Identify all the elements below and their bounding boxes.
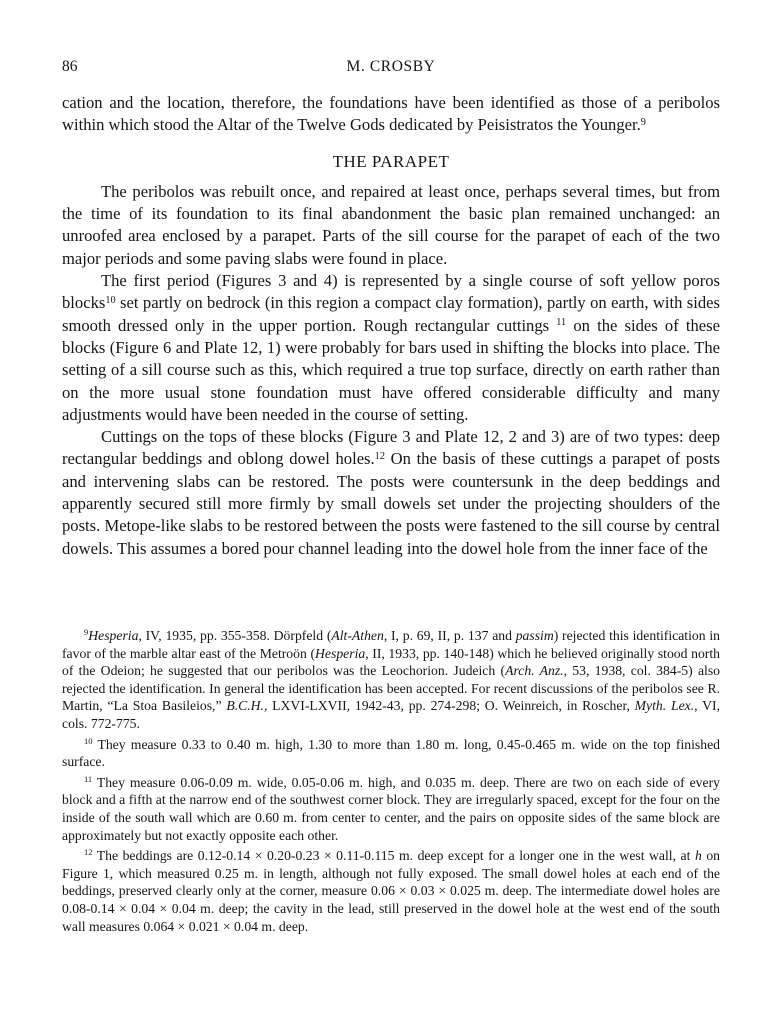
paragraph-first-period: The first period (Figures 3 and 4) is represented by a single course of soft yellow poros blocks$^{10}$ set partly on bedrock (in this region a compact clay formation), partly on earth, with sides smooth dressed only in the upper portion. Rough rectangular cuttings $^{11}$ on the sides of these blocks (Figure 6 and Plate 12, 1) were probably for bars used in shifting the blocks into place. The setting of a sill course such as this, which required a true top surface, directly on earth rather than on the more usual stone foundation must have offered considerable difficulty and many adjustments would have been needed in the course of setting. [62, 271, 720, 424]
footnote-9: $^9$Hesperia, IV, 1935, pp. 355-358. Dörpfeld (Alt-Athen, I, p. 69, II, p. 137 and passim) rejected this identification in favor of the marble altar east of the Metroön (Hesperia, II, 1933, pp. 140-148) which he believed originally stood north of the Odeion; he suggested that our peribolos was the Leochorion. Judeich (Arch. Anz., 53, 1938, col. 384-5) also rejected the identification. In general the identification has been accepted. For recent discussions of the peribolos see R. Martin, “La Stoa Basileios,” B.C.H., LXVI-LXVII, 1942-43, pp. 274-298; O. Weinreich, in Roscher, Myth. Lex., VI, cols. 772-775. [62, 627, 720, 731]
paragraph-cuttings: Cuttings on the tops of these blocks (Figure 3 and Plate 12, 2 and 3) are of two types: deep rectangular beddings and oblong dowel holes.$^{12}$ On the basis of these cuttings a parapet of posts and intervening slabs can be restored. The posts were countersunk in the deep beddings and apparently secured still more firmly by small dowels set under the projecting shoulders of the posts. Metope-like slabs to be restored between the posts were fastened to the sill course by central dowels. This assumes a bored pour channel leading into the dowel hole from the inner face of the [62, 427, 720, 558]
footnote-ref-12[interactable]: 12 [374, 450, 385, 462]
footnote-ref-10[interactable]: 10 [105, 294, 116, 306]
paragraph-continuation: cation and the location, therefore, the foundations have been identified as those of a peribolos within which stood the Altar of the Twelve Gods dedicated by Peisistratos the Younger.$^9$ [62, 93, 720, 135]
footnote-10: $^{10}$ They measure 0.33 to 0.40 m. high, 1.30 to more than 1.80 m. long, 0.45-0.465 m. wide on the top finished surface. [62, 735, 720, 770]
footnote-ref-9[interactable]: 9 [640, 116, 646, 128]
page-header [62, 58, 720, 80]
footnotes [62, 627, 720, 938]
footnote-11: $^{11}$ They measure 0.06-0.09 m. wide, 0.05-0.06 m. high, and 0.035 m. deep. There are two on each side of every block and a fifth at the narrow end of the southwest corner block. They are irregularly spaced, except for the four on the inside of the south wall which are 0.60 m. from center to center, and the pairs on opposite sides of the same block are approximately but not exactly opposite each other. [62, 774, 720, 843]
section-title: THE PARAPET [332, 151, 450, 171]
paragraph-peribolos: The peribolos was rebuilt once, and repaired at least once, perhaps several times, but from the time of its foundation to its final abandonment the basic plan remained unchanged: an unroofed area enclosed by a parapet. Parts of the sill course for the parapet of each of the two major periods and some paving slabs were found in place. [62, 181, 720, 268]
footnote-12: $^{12}$ The beddings are 0.12-0.14 × 0.20-0.23 × 0.11-0.115 m. deep except for a longer one in the west wall, at h on Figure 1, which measured 0.25 m. in length, although not fully exposed. The small dowel holes at each end of the beddings, preserved clearly only at the corner, measure 0.06 × 0.03 × 0.025 m. deep. The intermediate dowel holes are 0.08-0.14 × 0.04 × 0.04 m. deep; the cavity in the lead, still preserved in the dowel hole at the west end of the south wall measures 0.064 × 0.021 × 0.04 m. deep. [62, 847, 721, 934]
footnote-ref-11[interactable]: 11 [556, 317, 567, 329]
page-number: 86 [62, 58, 78, 75]
main-text [62, 92, 720, 560]
running-head: M. CROSBY [346, 58, 436, 75]
